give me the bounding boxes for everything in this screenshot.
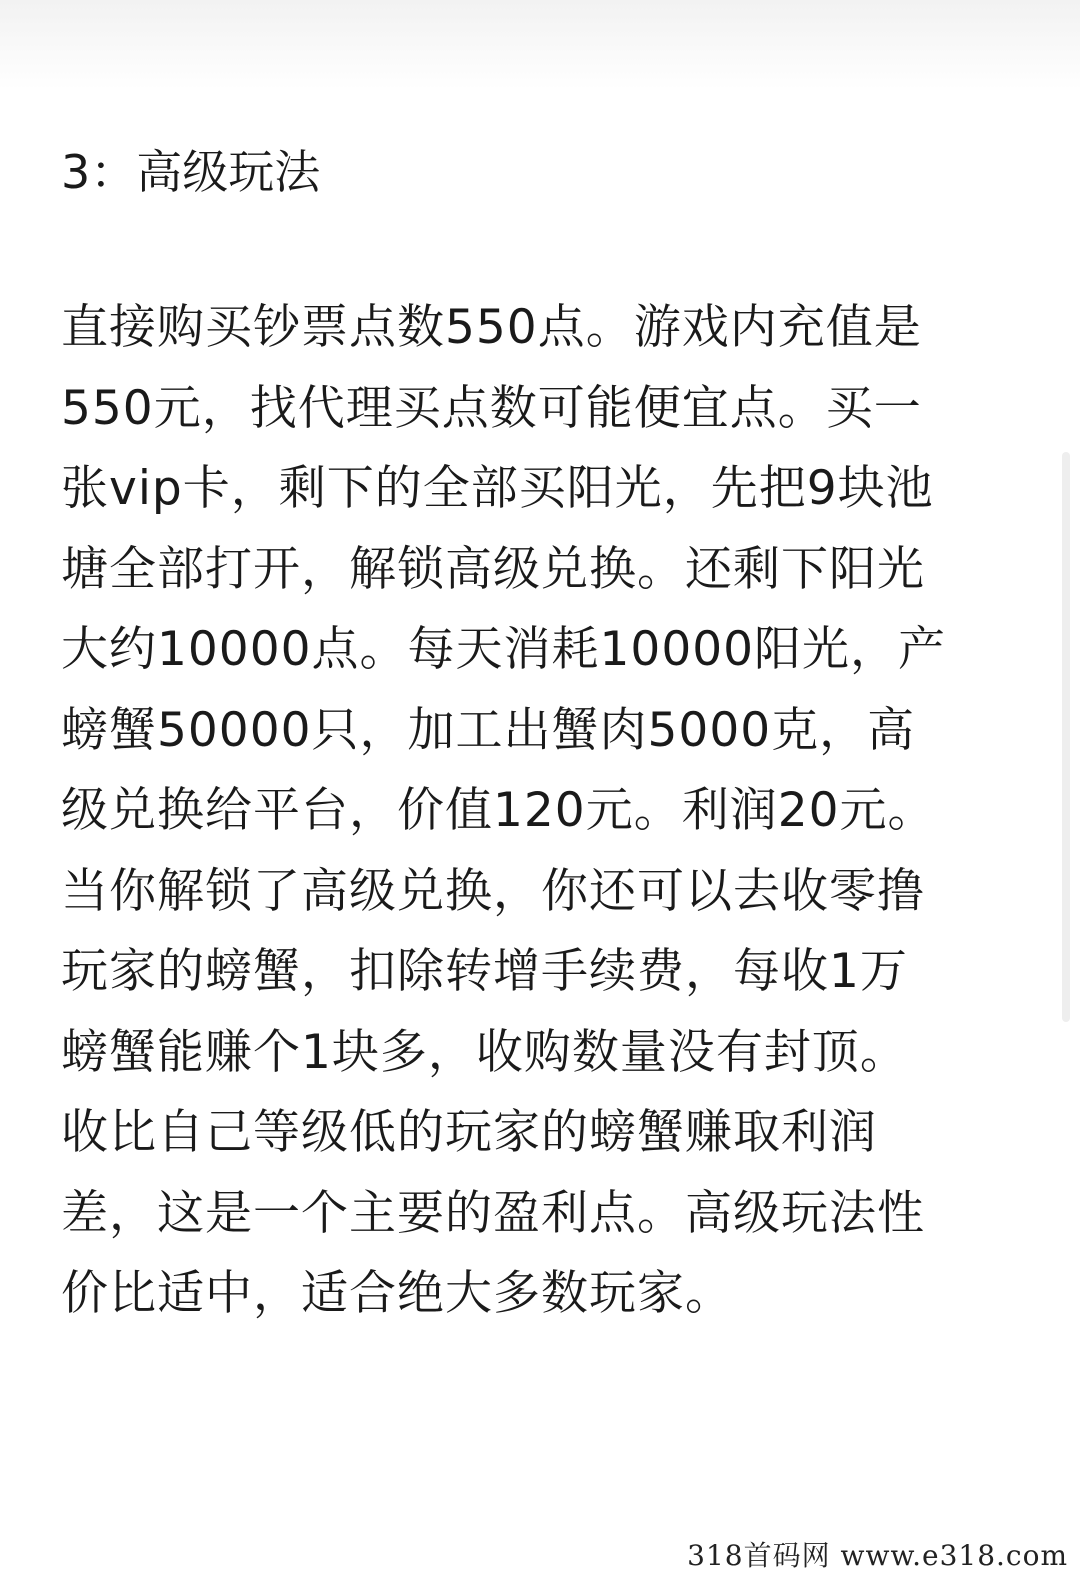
paragraph-line: 当你解锁了高级兑换，你还可以去收零撸 xyxy=(61,863,925,919)
paragraph-line: 螃蟹能赚个1块多，收购数量没有封顶。 xyxy=(61,1024,908,1080)
paragraph-line: 差，这是一个主要的盈利点。高级玩法性 xyxy=(61,1185,925,1241)
article-paragraph xyxy=(61,288,1021,1335)
scroll-indicator[interactable] xyxy=(1062,452,1070,1022)
top-shade xyxy=(0,0,1080,90)
paragraph-line: 级兑换给平台，价值120元。利润20元。 xyxy=(61,783,936,838)
site-watermark: 318首码网 www.e318.com xyxy=(687,1539,1068,1572)
paragraph-line: 550元，找代理买点数可能便宜点。买一 xyxy=(61,380,922,436)
paragraph-line: 收比自己等级低的玩家的螃蟹赚取利润 xyxy=(61,1105,877,1160)
paragraph-line: 张vip卡，剩下的全部买阳光，先把9块池 xyxy=(61,461,934,516)
paragraph-line: 塘全部打开，解锁高级兑换。还剩下阳光 xyxy=(61,541,925,597)
paragraph-line: 玩家的螃蟹，扣除转增手续费，每收1万 xyxy=(61,944,908,999)
paragraph-line: 大约10000点。每天消耗10000阳光，产 xyxy=(61,622,947,677)
paragraph-line: 螃蟹50000只，加工出蟹肉5000克，高 xyxy=(61,702,916,758)
section-heading: 3：高级玩法 xyxy=(61,145,321,199)
paragraph-line: 直接购买钞票点数550点。游戏内充值是 xyxy=(61,300,922,355)
paragraph-line: 价比适中，适合绝大多数玩家。 xyxy=(61,1266,733,1321)
